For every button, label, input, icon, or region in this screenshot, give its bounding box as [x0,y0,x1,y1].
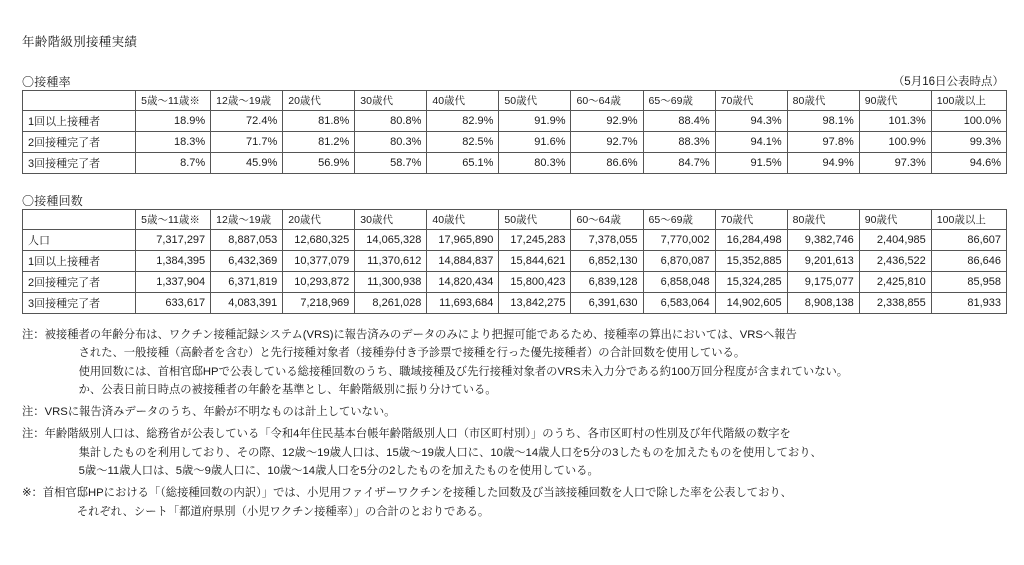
count-cell: 9,175,077 [787,272,859,293]
footnote-line: VRSに報告済みデータのうち、年齢が不明なものは計上していない。 [44,406,396,419]
table-row [23,132,1007,153]
rate-cell: 99.3% [931,132,1006,153]
footnote-line: か、公表日前日時点の被接種者の年齢を基準とし、年齢階級別に振り分けている。 [78,383,497,396]
count-cell: 6,371,819 [211,272,283,293]
count-column-header: 12歳〜19歳 [211,210,283,230]
count-cell: 2,338,855 [859,293,931,314]
vaccination-rate-table [22,90,1007,174]
rate-cell: 92.9% [571,111,643,132]
rate-row-header: 1回以上接種者 [23,111,136,132]
rate-cell: 80.8% [355,111,427,132]
rate-row-header: 2回接種完了者 [23,132,136,153]
rate-corner-cell [23,91,136,111]
rate-column-header: 5歳〜11歳※ [136,91,211,111]
count-cell: 8,908,138 [787,293,859,314]
count-cell: 81,933 [931,293,1006,314]
table-header-row [23,91,1007,111]
table-row [23,153,1007,174]
count-cell: 11,300,938 [355,272,427,293]
footnote-text [45,326,1007,399]
rate-cell: 94.6% [931,153,1006,174]
table-row [23,293,1007,314]
count-cell: 14,902,605 [715,293,787,314]
count-cell: 7,770,002 [643,230,715,251]
rate-cell: 71.7% [211,132,283,153]
rate-cell: 80.3% [499,153,571,174]
rate-column-header: 80歳代 [787,91,859,111]
rate-cell: 18.3% [136,132,211,153]
count-cell: 6,858,048 [643,272,715,293]
rate-cell: 91.5% [715,153,787,174]
footnote [22,484,1007,521]
count-row-header: 3回接種完了者 [23,293,136,314]
count-cell: 7,378,055 [571,230,643,251]
rate-column-header: 65〜69歳 [643,91,715,111]
count-cell: 85,958 [931,272,1006,293]
rate-cell: 45.9% [211,153,283,174]
count-column-header: 80歳代 [787,210,859,230]
count-column-header: 5歳〜11歳※ [136,210,211,230]
rate-cell: 56.9% [283,153,355,174]
rate-cell: 88.4% [643,111,715,132]
rate-cell: 8.7% [136,153,211,174]
count-cell: 86,646 [931,251,1006,272]
rate-cell: 92.7% [571,132,643,153]
count-cell: 2,436,522 [859,251,931,272]
footnote-line: 年齢階級別人口は、総務省が公表している「令和4年住民基本台帳年齢階級別人口（市区町村別）」のうち、各市区町村の性別及び年代階級の数字を [44,428,791,441]
count-cell: 15,844,621 [499,251,571,272]
asof-note: （5月16日公表時点） [892,76,1004,88]
table-body [23,230,1007,314]
rate-cell: 81.2% [283,132,355,153]
count-cell: 10,377,079 [283,251,355,272]
count-cell: 10,293,872 [283,272,355,293]
rate-cell: 97.3% [859,153,931,174]
rate-cell: 81.8% [283,111,355,132]
rate-cell: 100.9% [859,132,931,153]
count-row-header: 2回接種完了者 [23,272,136,293]
rate-header-row [23,91,1007,111]
rate-cell: 100.0% [931,111,1006,132]
rate-cell: 88.3% [643,132,715,153]
count-cell: 13,842,275 [499,293,571,314]
count-cell: 6,391,630 [571,293,643,314]
footnote-text [43,484,1007,521]
count-column-header: 60〜64歳 [571,210,643,230]
footnote-line: それぞれ、シート「都道府県別（小児ワクチン接種率）」の合計のとおりである。 [76,505,490,518]
section-heading-count: 〇接種回数 [22,194,84,208]
footnote-marker: 注： [22,406,45,419]
rate-column-header: 60〜64歳 [571,91,643,111]
count-cell: 8,261,028 [355,293,427,314]
table-row [23,251,1007,272]
rate-cell: 94.9% [787,153,859,174]
rate-cell: 84.7% [643,153,715,174]
footnote [22,425,1007,480]
count-cell: 6,839,128 [571,272,643,293]
table-row [23,272,1007,293]
count-cell: 11,370,612 [355,251,427,272]
page-title: 年齢階級別接種実績 [22,35,138,49]
count-cell: 6,583,064 [643,293,715,314]
footnote [22,326,1007,399]
count-cell: 14,820,434 [427,272,499,293]
count-cell: 633,617 [136,293,211,314]
count-cell: 16,284,498 [715,230,787,251]
rate-column-header: 40歳代 [427,91,499,111]
footnote-marker: ※： [22,487,43,500]
count-cell: 17,965,890 [427,230,499,251]
count-cell: 12,680,325 [283,230,355,251]
table-row [23,111,1007,132]
count-cell: 7,218,969 [283,293,355,314]
count-cell: 6,852,130 [571,251,643,272]
footnote-marker: 注： [22,329,45,341]
footnote-line: 被接種者の年齢分布は、ワクチン接種記録システム(VRS)に報告済みのデータのみにより把握可能であるため、接種率の算出においては、VRSへ報告 [44,329,797,341]
footnote-line: された、一般接種（高齢者を含む）と先行接種対象者（接種券付き予診票で接種を行った優先接種者）の合計回数を使用している。 [78,347,746,360]
count-cell: 9,201,613 [787,251,859,272]
table-header-row [23,210,1007,230]
rate-cell: 80.3% [355,132,427,153]
count-cell: 14,884,837 [427,251,499,272]
count-cell: 15,352,885 [715,251,787,272]
rate-cell: 97.8% [787,132,859,153]
count-cell: 1,337,904 [136,272,211,293]
count-cell: 15,324,285 [715,272,787,293]
count-cell: 7,317,297 [136,230,211,251]
footnote [22,403,1007,421]
rate-column-header: 30歳代 [355,91,427,111]
count-cell: 8,887,053 [211,230,283,251]
count-cell: 2,404,985 [859,230,931,251]
rate-column-header: 12歳〜19歳 [211,91,283,111]
rate-cell: 101.3% [859,111,931,132]
count-header-row [23,210,1007,230]
count-column-header: 30歳代 [355,210,427,230]
rate-cell: 98.1% [787,111,859,132]
count-corner-cell [23,210,136,230]
footnote-line: 首相官邸HPにおける「（総接種回数の内訳）」では、小児用ファイザーワクチンを接種した回数及び当該接種回数を人口で除した率を公表しており、 [42,487,792,500]
footnote-marker: 注： [22,428,45,441]
footnote-line: 5歳〜11歳人口は、5歳〜9歳人口に、10歳〜14歳人口を5分の2したものを加えたものを使用している。 [78,465,599,478]
count-cell: 86,607 [931,230,1006,251]
count-cell: 15,800,423 [499,272,571,293]
count-column-header: 65〜69歳 [643,210,715,230]
rate-cell: 18.9% [136,111,211,132]
count-cell: 6,432,369 [211,251,283,272]
rate-cell: 94.1% [715,132,787,153]
rate-column-header: 50歳代 [499,91,571,111]
count-cell: 6,870,087 [643,251,715,272]
footnote-line: 集計したものを利用しており、その際、12歳〜19歳人口は、15歳〜19歳人口に、10歳〜14歳人口を5分の3したものを加えたものを使用しており、 [78,446,822,459]
vaccination-count-table [22,209,1007,314]
rate-cell: 82.9% [427,111,499,132]
rate-column-header: 20歳代 [283,91,355,111]
table-body [23,111,1007,174]
rate-cell: 58.7% [355,153,427,174]
count-row-header: 人口 [23,230,136,251]
rate-row-header: 3回接種完了者 [23,153,136,174]
rate-column-header: 100歳以上 [931,91,1006,111]
count-cell: 2,425,810 [859,272,931,293]
count-cell: 4,083,391 [211,293,283,314]
count-cell: 14,065,328 [355,230,427,251]
rate-cell: 91.9% [499,111,571,132]
rate-cell: 94.3% [715,111,787,132]
count-column-header: 90歳代 [859,210,931,230]
section-heading-rate: 〇接種率 [22,75,71,89]
count-cell: 9,382,746 [787,230,859,251]
rate-cell: 91.6% [499,132,571,153]
count-cell: 17,245,283 [499,230,571,251]
count-column-header: 100歳以上 [931,210,1006,230]
count-column-header: 70歳代 [715,210,787,230]
count-column-header: 20歳代 [283,210,355,230]
rate-column-header: 70歳代 [715,91,787,111]
count-cell: 11,693,684 [427,293,499,314]
rate-cell: 86.6% [571,153,643,174]
footnote-line: 使用回数には、首相官邸HPで公表している総接種回数のうち、職域接種及び先行接種対象者のVRS未入力分である約100万回分程度が含まれていない。 [78,365,849,378]
footnotes [22,326,1007,521]
count-row-header: 1回以上接種者 [23,251,136,272]
rate-cell: 72.4% [211,111,283,132]
count-column-header: 40歳代 [427,210,499,230]
table-row [23,230,1007,251]
count-column-header: 50歳代 [499,210,571,230]
rate-cell: 82.5% [427,132,499,153]
footnote-text [45,425,1007,480]
count-cell: 1,384,395 [136,251,211,272]
rate-cell: 65.1% [427,153,499,174]
rate-column-header: 90歳代 [859,91,931,111]
footnote-text [45,403,1007,421]
